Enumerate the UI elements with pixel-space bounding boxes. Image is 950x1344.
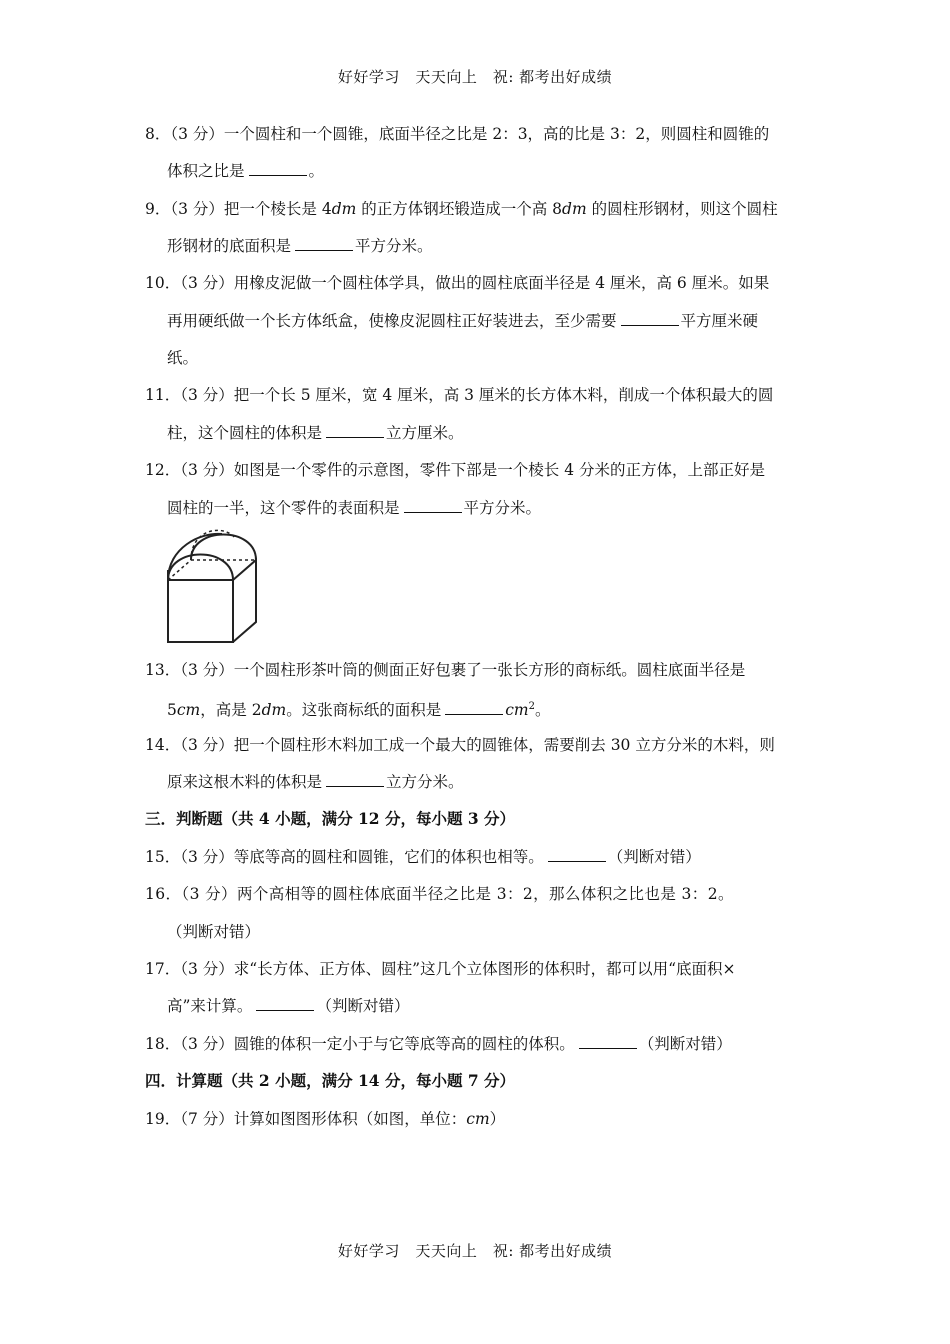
q17-line2: 高”来计算。 （判断对错） — [167, 997, 410, 1015]
page-footer: 好好学习 天天向上 祝: 都考出好成绩 — [337, 1242, 613, 1260]
answer-blank[interactable] — [326, 772, 384, 787]
answer-blank[interactable] — [404, 498, 462, 513]
q8-line1: 8．（3 分）一个圆柱和一个圆锥，底面半径之比是 2：3，高的比是 3：2，则圆柱和圆锥的 — [145, 125, 770, 143]
q15-line: 15．（3 分）等底等高的圆柱和圆锥，它们的体积也相等。 （判断对错） — [145, 848, 701, 866]
q18-line: 18．（3 分）圆锥的体积一定小于与它等底等高的圆柱的体积。 （判断对错） — [145, 1035, 732, 1053]
half-cylinder-shape — [168, 534, 256, 580]
q9-line1: 9．（3 分）把一个棱长是 4dm 的正方体钢坯锻造成一个高 8dm 的圆柱形钢材，则这个圆柱 — [145, 200, 778, 218]
answer-blank[interactable] — [621, 311, 679, 326]
q13-line2: 5cm，高是 2dm。这张商标纸的面积是 $cm^2$。 — [167, 701, 551, 720]
q8-line2: 体积之比是 。 — [167, 162, 325, 180]
q9-line2: 形钢材的底面积是 平方分米。 — [167, 237, 433, 255]
q10-line2: 再用硬纸做一个长方体纸盒，使橡皮泥圆柱正好装进去，至少需要 平方厘米硬 — [167, 312, 759, 330]
q12-line1: 12．（3 分）如图是一个零件的示意图，零件下部是一个棱长 4 分米的正方体，上部正好是 — [145, 461, 765, 479]
q11-line1: 11．（3 分）把一个长 5 厘米，宽 4 厘米，高 3 厘米的长方体木料，削成一个体积最大的圆 — [145, 386, 774, 404]
q10-line3: 纸。 — [167, 349, 199, 367]
q10-line1: 10．（3 分）用橡皮泥做一个圆柱体学具，做出的圆柱底面半径是 4 厘米，高 6 厘米。如果 — [145, 274, 770, 292]
q14-line2: 原来这根木料的体积是 立方分米。 — [167, 773, 464, 791]
answer-blank[interactable] — [295, 236, 353, 251]
answer-blank[interactable] — [579, 1034, 637, 1049]
page-header: 好好学习 天天向上 祝: 都考出好成绩 — [337, 68, 613, 86]
section-3-heading: 三．判断题（共 4 小题，满分 12 分，每小题 3 分） — [145, 809, 516, 828]
part-diagram — [160, 528, 270, 650]
q12-line2: 圆柱的一半，这个零件的表面积是 平方分米。 — [167, 499, 542, 517]
q14-line1: 14．（3 分）把一个圆柱形木料加工成一个最大的圆锥体，需要削去 30 立方分米的木料，则 — [145, 736, 775, 754]
q17-line1: 17．（3 分）求“长方体、正方体、圆柱”这几个立体图形的体积时，都可以用“底面积× — [145, 960, 736, 978]
answer-blank[interactable] — [548, 847, 606, 862]
answer-blank[interactable] — [326, 423, 384, 438]
q16-line2: （判断对错） — [167, 923, 261, 941]
answer-blank[interactable] — [249, 161, 307, 176]
cube-shape — [168, 560, 256, 642]
answer-blank[interactable] — [445, 700, 503, 715]
q13-line1: 13．（3 分）一个圆柱形茶叶筒的侧面正好包裹了一张长方形的商标纸。圆柱底面半径是 — [145, 661, 746, 679]
q19-line: 19．（7 分）计算如图图形体积（如图，单位：cm） — [145, 1110, 506, 1128]
section-4-heading: 四．计算题（共 2 小题，满分 14 分，每小题 7 分） — [145, 1071, 516, 1090]
q16-line1: 16．（3 分）两个高相等的圆柱体底面半径之比是 3：2，那么体积之比也是 3：2。 — [145, 885, 734, 903]
q11-line2: 柱，这个圆柱的体积是 立方厘米。 — [167, 424, 464, 442]
answer-blank[interactable] — [256, 996, 314, 1011]
